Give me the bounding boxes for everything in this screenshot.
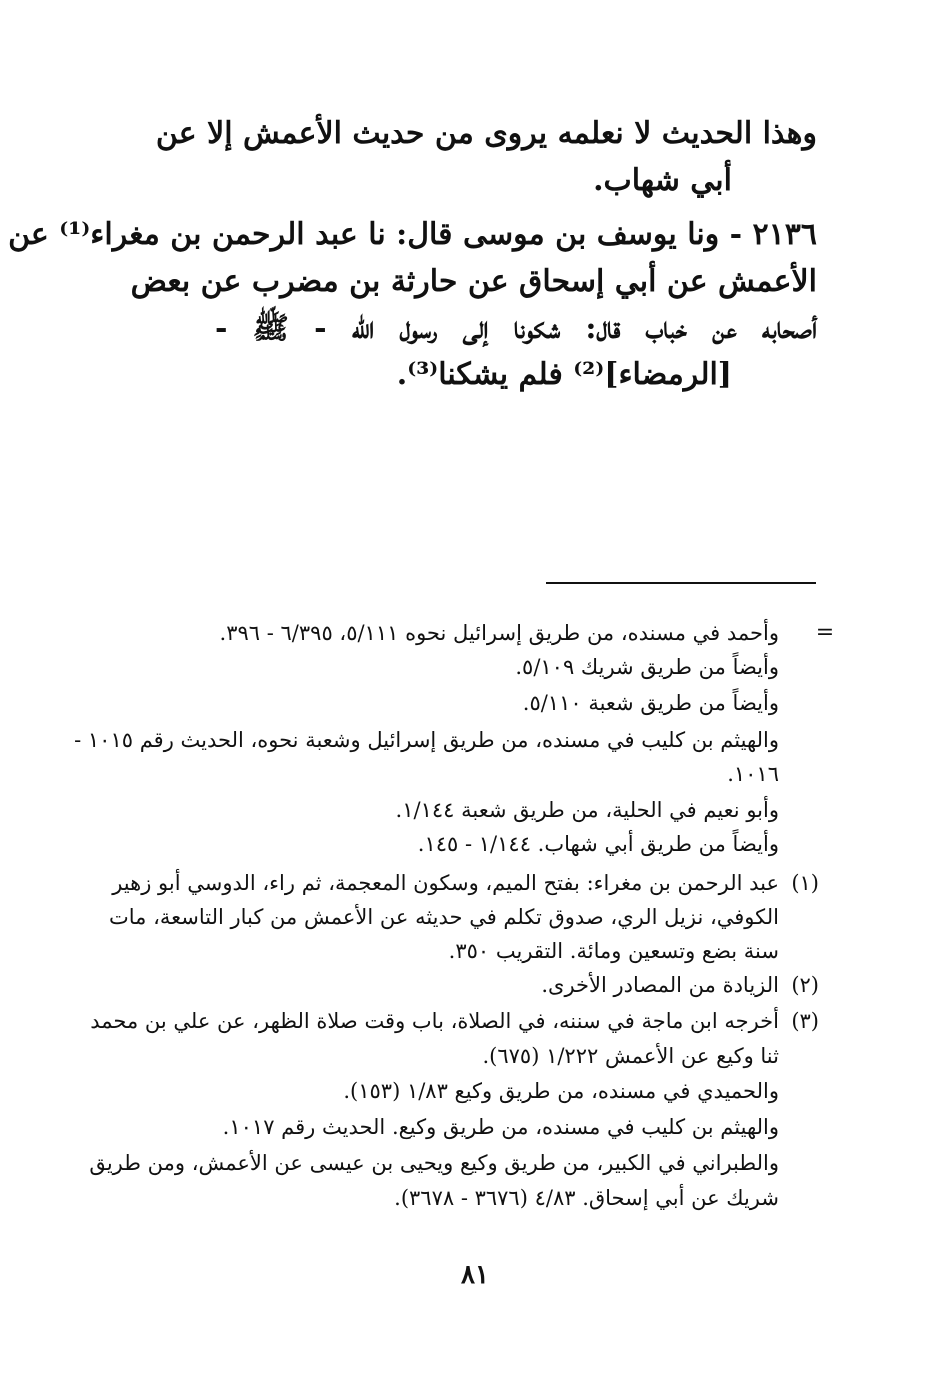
footnote-line: ثنا وكيع عن الأعمش ١/٢٢٢ (٦٧٥). [482, 1044, 779, 1068]
footnote-line: وأحمد في مسنده، من طريق إسرائيل نحوه ٥/١١١، ٦/٣٩٥ - ٣٩٦. [219, 621, 779, 645]
footnote-line: والحميدي في مسنده، من طريق وكيع ١/٨٣ (١٥٣). [343, 1079, 779, 1103]
footnote-line: أخرجه ابن ماجة في سننه، في الصلاة، باب وقت صلاة الظهر، عن علي بن محمد [90, 1009, 779, 1033]
footnote-line: الزيادة من المصادر الأخرى. [541, 973, 779, 997]
footnote-line: والهيثم بن كليب في مسنده، من طريق وكيع. الحديث رقم ١٠١٧. [222, 1115, 779, 1139]
hadith-line: [الرمضاء]⁽²⁾ فلم يشكنا⁽³⁾. [396, 357, 732, 392]
footnote-marker-3: (٣) [791, 1009, 819, 1033]
hadith-line: الأعمش عن أبي إسحاق عن حارثة بن مضرب عن بعض [130, 264, 817, 299]
page-number: ٨١ [461, 1260, 489, 1290]
footnote-line: شريك عن أبي إسحاق. ٤/٨٣ (٣٦٧٦ - ٣٦٧٨). [394, 1186, 779, 1210]
main-text-line: وهذا الحديث لا نعلمه يروى من حديث الأعمش إلا عن [155, 116, 817, 151]
footnote-separator [546, 582, 816, 584]
footnote-line: والطبراني في الكبير، من طريق وكيع ويحيى بن عيسى عن الأعمش، ومن طريق [89, 1151, 779, 1175]
footnote-line: عبد الرحمن بن مغراء: بفتح الميم، وسكون المعجمة، ثم راء، الدوسي أبو زهير [112, 871, 779, 895]
footnote-line: الكوفي، نزيل الري، صدوق تكلم في حديثه عن الأعمش من كبار التاسعة، مات [109, 905, 779, 929]
continuation-mark: = [815, 620, 835, 645]
footnote-line: وأبو نعيم في الحلية، من طريق شعبة ١/١٤٤. [395, 798, 779, 822]
footnote-line: ١٠١٦. [727, 762, 779, 786]
footnote-marker-2: (٢) [791, 973, 819, 997]
hadith-line: أصحابه عن خباب قال: شكونا إلى رسول الله - ﷺ - [215, 311, 818, 346]
footnote-line: وأيضاً من طريق شعبة ٥/١١٠. [522, 691, 779, 715]
main-text-line: أبي شهاب. [593, 163, 732, 198]
footnote-line: وأيضاً من طريق أبي شهاب. ١/١٤٤ - ١٤٥. [417, 832, 779, 856]
footnote-line: والهيثم بن كليب في مسنده، من طريق إسرائيل وشعبة نحوه، الحديث رقم ١٠١٥ - [74, 728, 779, 752]
footnote-marker-1: (١) [791, 871, 819, 895]
hadith-line: ٢١٣٦ - ونا يوسف بن موسى قال: نا عبد الرحمن بن مغراء⁽¹⁾ عن [8, 217, 817, 252]
footnote-line: سنة بضع وتسعين ومائة. التقريب ٣٥٠. [448, 939, 779, 963]
footnote-line: وأيضاً من طريق شريك ٥/١٠٩. [515, 655, 779, 679]
